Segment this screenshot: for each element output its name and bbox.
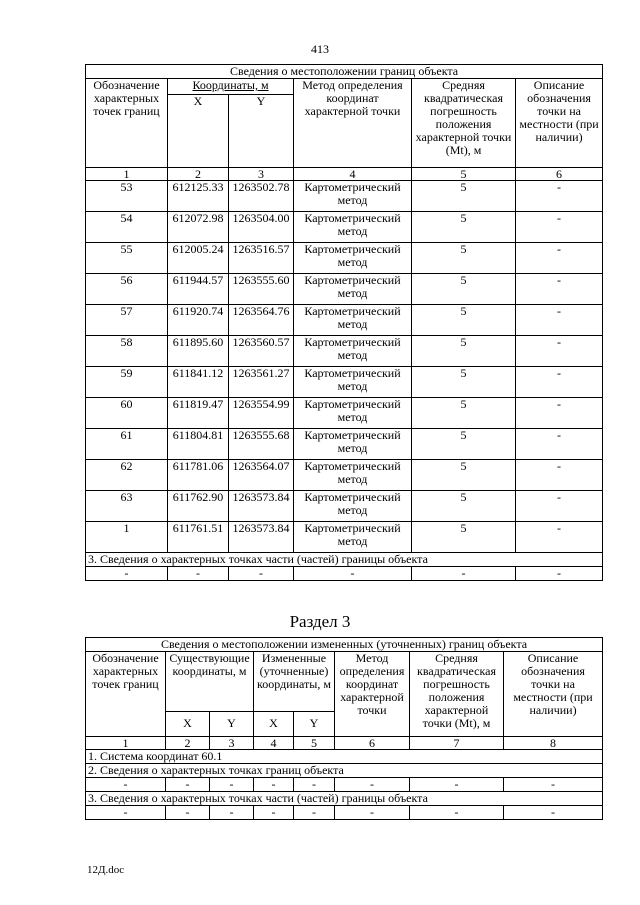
- header-error: Средняя квадратическая погрешность положения характерной точки (Mt), м: [412, 79, 516, 168]
- cell-desc: -: [516, 491, 603, 522]
- cell-mt: 5: [412, 212, 516, 243]
- table-row: [86, 491, 603, 522]
- cell-method: Картометрический метод: [294, 522, 412, 553]
- cell-mt: 5: [412, 181, 516, 212]
- header-x-changed: X: [254, 711, 294, 736]
- points-section-title: 2. Сведения о характерных точках границ объекта: [86, 764, 603, 778]
- cell-y: 1263564.07: [229, 460, 294, 491]
- boundaries-rows: [86, 181, 603, 553]
- cell-x: 611895.60: [168, 336, 229, 367]
- col-number: 4: [294, 168, 412, 181]
- col-number: 5: [294, 737, 335, 750]
- cell-mt: 5: [412, 522, 516, 553]
- cell-method: Картометрический метод: [294, 243, 412, 274]
- col-number: 1: [86, 737, 166, 750]
- col-number: 6: [516, 168, 603, 181]
- dash-cell: -: [86, 778, 166, 792]
- cell-desc: -: [516, 367, 603, 398]
- cell-mt: 5: [412, 460, 516, 491]
- table-row: [86, 243, 603, 274]
- cell-method: Картометрический метод: [294, 429, 412, 460]
- header-y: Y: [229, 95, 294, 168]
- cell-y: 1263504.00: [229, 212, 294, 243]
- cell-x: 611841.12: [168, 367, 229, 398]
- cell-y: 1263560.57: [229, 336, 294, 367]
- cell-desc: -: [516, 181, 603, 212]
- cell-x: 612005.24: [168, 243, 229, 274]
- cell-point: 60: [86, 398, 168, 429]
- cell-mt: 5: [412, 336, 516, 367]
- dash-cell: -: [86, 806, 166, 820]
- table-row: [86, 336, 603, 367]
- table-row: [86, 460, 603, 491]
- table-row: [86, 429, 603, 460]
- dash-cell: -: [229, 567, 294, 581]
- table-row: [86, 212, 603, 243]
- cell-method: Картометрический метод: [294, 491, 412, 522]
- parts-section-title: 3. Сведения о характерных точках части (частей) границы объекта: [86, 792, 603, 806]
- dash-cell: -: [294, 567, 412, 581]
- cell-x: 611920.74: [168, 305, 229, 336]
- dash-cell: -: [294, 806, 335, 820]
- dash-cell: -: [86, 567, 168, 581]
- table-row: [86, 398, 603, 429]
- cell-x: 611761.51: [168, 522, 229, 553]
- cell-method: Картометрический метод: [294, 398, 412, 429]
- coordinate-system: 1. Система координат 60.1: [86, 750, 603, 764]
- cell-point: 63: [86, 491, 168, 522]
- cell-point: 57: [86, 305, 168, 336]
- header-desc: Описание обозначения точки на местности (при наличии): [504, 652, 603, 737]
- table-row: [86, 181, 603, 212]
- cell-x: 611944.57: [168, 274, 229, 305]
- dash-cell: -: [166, 806, 210, 820]
- boundaries-table: [85, 64, 603, 581]
- cell-y: 1263561.27: [229, 367, 294, 398]
- cell-point: 55: [86, 243, 168, 274]
- cell-x: 611804.81: [168, 429, 229, 460]
- cell-mt: 5: [412, 398, 516, 429]
- cell-desc: -: [516, 336, 603, 367]
- changed-boundaries-table: [85, 637, 603, 820]
- cell-mt: 5: [412, 429, 516, 460]
- parts-dash-row: [86, 806, 603, 820]
- parts-section-title: 3. Сведения о характерных точках части (частей) границы объекта: [86, 553, 603, 567]
- cell-point: 61: [86, 429, 168, 460]
- header-method: Метод определения координат характерной точки: [294, 79, 412, 168]
- cell-mt: 5: [412, 305, 516, 336]
- dash-cell: -: [168, 567, 229, 581]
- parts-dash-row: [86, 567, 603, 581]
- cell-point: 53: [86, 181, 168, 212]
- table-title: Сведения о местоположении измененных (уточненных) границ объекта: [86, 638, 603, 652]
- cell-x: 612125.33: [168, 181, 229, 212]
- page-number: 413: [311, 42, 329, 56]
- dash-cell: -: [516, 567, 603, 581]
- header-changed: Измененные (уточненные) координаты, м: [254, 652, 335, 712]
- header-point: Обозначение характерных точек границ: [86, 652, 166, 737]
- header-point: Обозначение характерных точек границ: [86, 79, 168, 168]
- cell-point: 56: [86, 274, 168, 305]
- dash-cell: -: [166, 778, 210, 792]
- col-number: 2: [168, 168, 229, 181]
- header-y-existing: Y: [210, 711, 254, 736]
- cell-mt: 5: [412, 367, 516, 398]
- header-x: X: [168, 95, 229, 168]
- dash-cell: -: [294, 778, 335, 792]
- cell-desc: -: [516, 398, 603, 429]
- dash-cell: -: [254, 778, 294, 792]
- cell-method: Картометрический метод: [294, 367, 412, 398]
- cell-y: 1263555.60: [229, 274, 294, 305]
- cell-y: 1263516.57: [229, 243, 294, 274]
- points-dash-row: [86, 778, 603, 792]
- cell-y: 1263555.68: [229, 429, 294, 460]
- table-row: [86, 367, 603, 398]
- table-row: [86, 522, 603, 553]
- cell-method: Картометрический метод: [294, 305, 412, 336]
- cell-x: 612072.98: [168, 212, 229, 243]
- col-number: 2: [166, 737, 210, 750]
- col-number: 3: [229, 168, 294, 181]
- dash-cell: -: [504, 778, 603, 792]
- cell-point: 58: [86, 336, 168, 367]
- col-number: 7: [410, 737, 504, 750]
- cell-method: Картометрический метод: [294, 274, 412, 305]
- column-numbers: [86, 168, 603, 181]
- col-number: 8: [504, 737, 603, 750]
- cell-point: 62: [86, 460, 168, 491]
- col-number: 3: [210, 737, 254, 750]
- cell-x: 611781.06: [168, 460, 229, 491]
- header-desc: Описание обозначения точки на местности (при наличии): [516, 79, 603, 168]
- cell-x: 611762.90: [168, 491, 229, 522]
- cell-method: Картометрический метод: [294, 212, 412, 243]
- header-y-changed: Y: [294, 711, 335, 736]
- table-title: Сведения о местоположении границ объекта: [86, 65, 603, 79]
- cell-y: 1263554.99: [229, 398, 294, 429]
- header-method: Метод определения координат характерной точки: [335, 652, 410, 737]
- cell-y: 1263573.84: [229, 522, 294, 553]
- dash-cell: -: [254, 806, 294, 820]
- cell-y: 1263573.84: [229, 491, 294, 522]
- table-row: [86, 305, 603, 336]
- header-existing: Существующие координаты, м: [166, 652, 254, 712]
- dash-cell: -: [210, 806, 254, 820]
- column-numbers: [86, 737, 603, 750]
- header-coords: Координаты, м: [168, 79, 294, 95]
- cell-method: Картометрический метод: [294, 460, 412, 491]
- col-number: 6: [335, 737, 410, 750]
- col-number: 1: [86, 168, 168, 181]
- dash-cell: -: [335, 778, 410, 792]
- dash-cell: -: [210, 778, 254, 792]
- cell-mt: 5: [412, 274, 516, 305]
- cell-y: 1263564.76: [229, 305, 294, 336]
- dash-cell: -: [410, 778, 504, 792]
- cell-desc: -: [516, 522, 603, 553]
- file-name-footer: 12Д.doc: [87, 864, 125, 876]
- cell-point: 59: [86, 367, 168, 398]
- cell-desc: -: [516, 274, 603, 305]
- cell-mt: 5: [412, 243, 516, 274]
- section-title: Раздел 3: [289, 612, 351, 631]
- dash-cell: -: [504, 806, 603, 820]
- cell-x: 611819.47: [168, 398, 229, 429]
- cell-desc: -: [516, 243, 603, 274]
- cell-y: 1263502.78: [229, 181, 294, 212]
- cell-desc: -: [516, 305, 603, 336]
- cell-desc: -: [516, 460, 603, 491]
- cell-point: 54: [86, 212, 168, 243]
- dash-cell: -: [335, 806, 410, 820]
- dash-cell: -: [412, 567, 516, 581]
- cell-method: Картометрический метод: [294, 181, 412, 212]
- cell-desc: -: [516, 212, 603, 243]
- col-number: 5: [412, 168, 516, 181]
- header-x-existing: X: [166, 711, 210, 736]
- dash-cell: -: [410, 806, 504, 820]
- cell-desc: -: [516, 429, 603, 460]
- table-row: [86, 274, 603, 305]
- cell-mt: 5: [412, 491, 516, 522]
- cell-point: 1: [86, 522, 168, 553]
- col-number: 4: [254, 737, 294, 750]
- cell-method: Картометрический метод: [294, 336, 412, 367]
- header-error: Средняя квадратическая погрешность положения характерной точки (Mt), м: [410, 652, 504, 737]
